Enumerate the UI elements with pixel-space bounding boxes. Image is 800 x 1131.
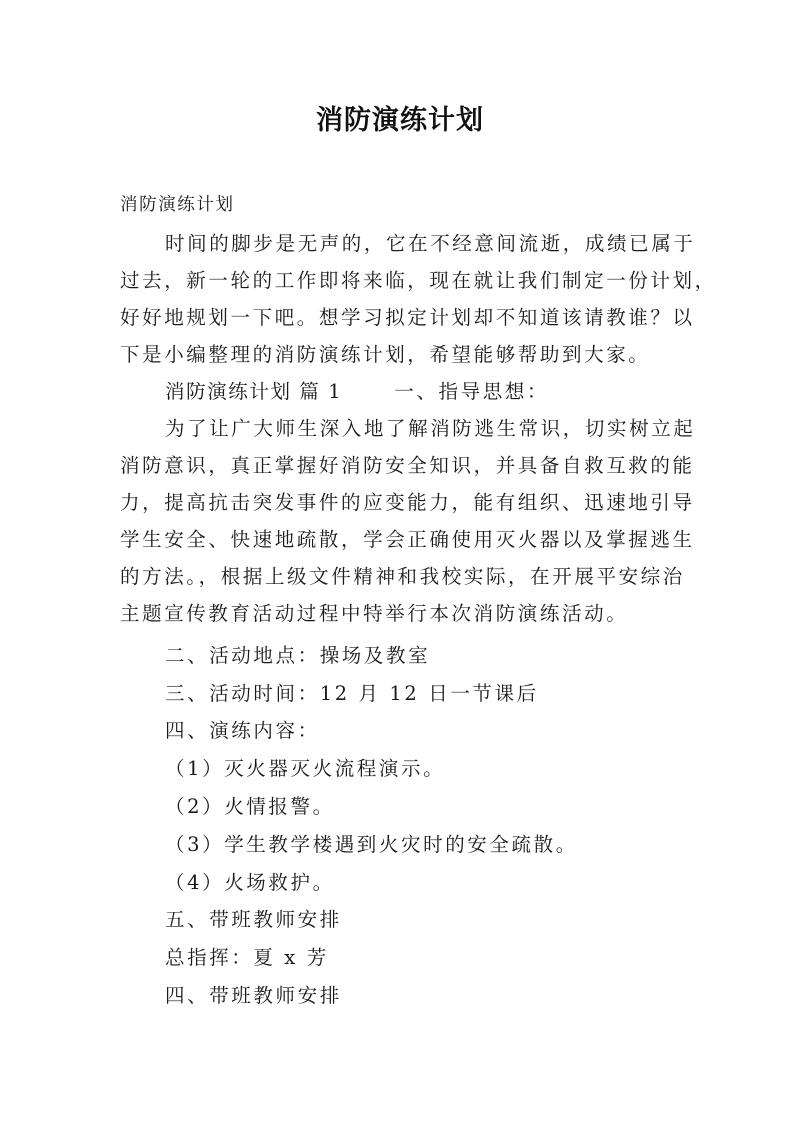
plan-label: 消防演练计划 篇 1 (165, 380, 343, 403)
intro-line-1: 时间的脚步是无声的，它在不经意间流逝，成绩已属于 (165, 232, 696, 255)
item-teacher-arrangement: 五、带班教师安排 (165, 908, 342, 931)
first-point-heading: 一、指导思想： (394, 380, 550, 403)
item-content-heading: 四、演练内容： (165, 719, 320, 742)
guiding-line-5: 的方法。，根据上级文件精神和我校实际，在开展平安综治 (120, 565, 685, 588)
guiding-line-4: 学生安全、快速地疏散，学会正确使用灭火器以及掌握逃生 (120, 528, 695, 551)
item-time: 三、活动时间：12 月 12 日一节课后 (165, 682, 539, 705)
item-location: 二、活动地点：操场及教室 (165, 644, 431, 667)
intro-line-3: 好好地规划一下吧。想学习拟定计划却不知道该请教谁？以 (120, 306, 695, 329)
content-item-3: （3）学生教学楼遇到火灾时的安全疏散。 (165, 833, 578, 856)
content-item-1: （1）灭火器灭火流程演示。 (165, 757, 446, 780)
content-item-4: （4）火场救护。 (165, 871, 335, 894)
guiding-line-3: 力，提高抗击突发事件的应变能力，能有组织、迅速地引导 (120, 491, 695, 514)
guiding-line-2: 消防意识，真正掌握好消防安全知识，并具备自救互救的能 (120, 454, 695, 477)
guiding-line-6: 主题宣传教育活动过程中特举行本次消防演练活动。 (120, 602, 629, 625)
item-teacher-arrangement-repeat: 四、带班教师安排 (165, 984, 342, 1007)
guiding-line-1: 为了让广大师生深入地了解消防逃生常识，切实树立起 (165, 417, 696, 440)
item-commander: 总指挥：夏 x 芳 (165, 946, 329, 969)
document-subtitle: 消防演练计划 (120, 195, 235, 215)
document-title: 消防演练计划 (316, 105, 484, 136)
intro-line-4: 下是小编整理的消防演练计划，希望能够帮助到大家。 (120, 343, 651, 366)
section-heading (165, 380, 735, 404)
intro-line-2: 过去，新一轮的工作即将来临，现在就让我们制定一份计划， (120, 269, 717, 292)
content-item-2: （2）火情报警。 (165, 795, 335, 818)
